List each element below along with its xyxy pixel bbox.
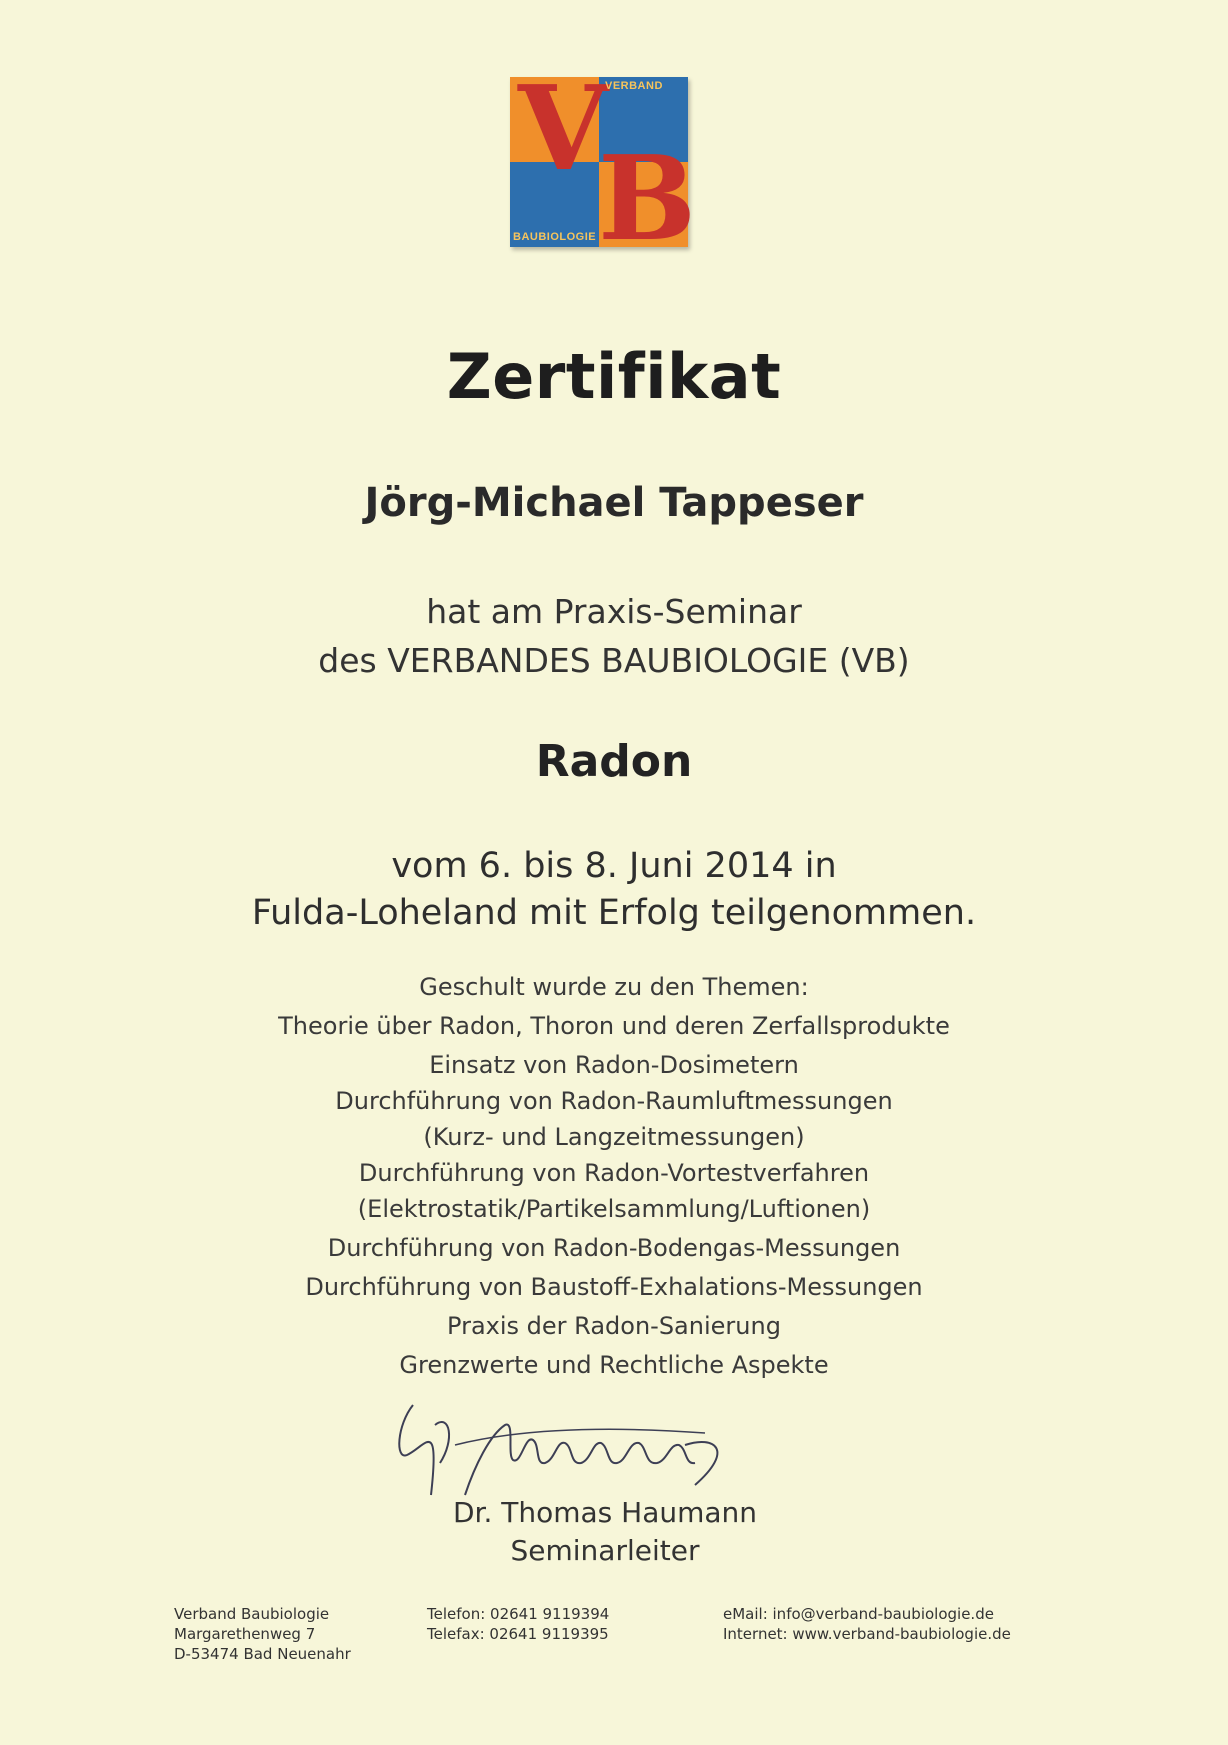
- signatory-name: Dr. Thomas Haumann: [452, 1496, 758, 1529]
- topic-item: Theorie über Radon, Thoron und deren Zerfallsprodukte: [278, 1012, 950, 1040]
- logo-word-baubiologie: BAUBIOLOGIE: [513, 231, 597, 243]
- footer-street: Margarethenweg 7: [174, 1625, 316, 1643]
- topic-item: Einsatz von Radon-Dosimetern: [429, 1051, 799, 1079]
- intro-line-2: des VERBANDES BAUBIOLOGIE (VB): [318, 641, 910, 680]
- footer-web: Internet: www.verband-baubiologie.de: [723, 1625, 1011, 1643]
- footer-email: eMail: info@verband-baubiologie.de: [723, 1605, 994, 1623]
- topic-item-note: (Elektrostatik/Partikelsammlung/Luftionen): [357, 1195, 871, 1223]
- footer-phone: Telefon: 02641 9119394: [427, 1605, 610, 1623]
- footer-address: [174, 1604, 351, 1664]
- logo-letter-v: V: [518, 61, 609, 197]
- topic-item: Praxis der Radon-Sanierung: [447, 1312, 781, 1340]
- footer-phone-fax: [427, 1604, 609, 1644]
- footer-contact-online: [723, 1604, 1011, 1644]
- intro-line-1: hat am Praxis-Seminar: [426, 592, 802, 631]
- course-title: Radon: [535, 736, 693, 787]
- topic-item-note: (Kurz- und Langzeitmessungen): [423, 1123, 805, 1151]
- topic-item: Durchführung von Radon-Raumluftmessungen: [335, 1087, 893, 1115]
- recipient-name: Jörg-Michael Tappeser: [364, 480, 864, 526]
- signatory-role: Seminarleiter: [510, 1534, 700, 1567]
- logo-letter-b: B: [598, 131, 697, 267]
- topics-heading: Geschult wurde zu den Themen:: [419, 973, 809, 1001]
- topic-item: Durchführung von Radon-Bodengas-Messungen: [327, 1234, 901, 1262]
- footer-fax: Telefax: 02641 9119395: [427, 1625, 609, 1643]
- topic-item: Durchführung von Radon-Vortestverfahren: [358, 1159, 870, 1187]
- footer-city: D-53474 Bad Neuenahr: [174, 1645, 351, 1663]
- certificate-title: Zertifikat: [446, 340, 782, 413]
- logo-word-verband: VERBAND: [605, 80, 663, 92]
- handwritten-signature: [395, 1385, 795, 1505]
- topics-list: [0, 968, 1228, 1385]
- footer-org: Verband Baubiologie: [174, 1605, 330, 1623]
- topic-item: Durchführung von Baustoff-Exhalations-Messungen: [305, 1273, 923, 1301]
- date-line-1: vom 6. bis 8. Juni 2014 in: [391, 846, 837, 886]
- date-line-2: Fulda-Loheland mit Erfolg teilgenommen.: [251, 893, 977, 933]
- verband-baubiologie-logo: [510, 61, 697, 267]
- topic-item: Grenzwerte und Rechtliche Aspekte: [399, 1351, 829, 1379]
